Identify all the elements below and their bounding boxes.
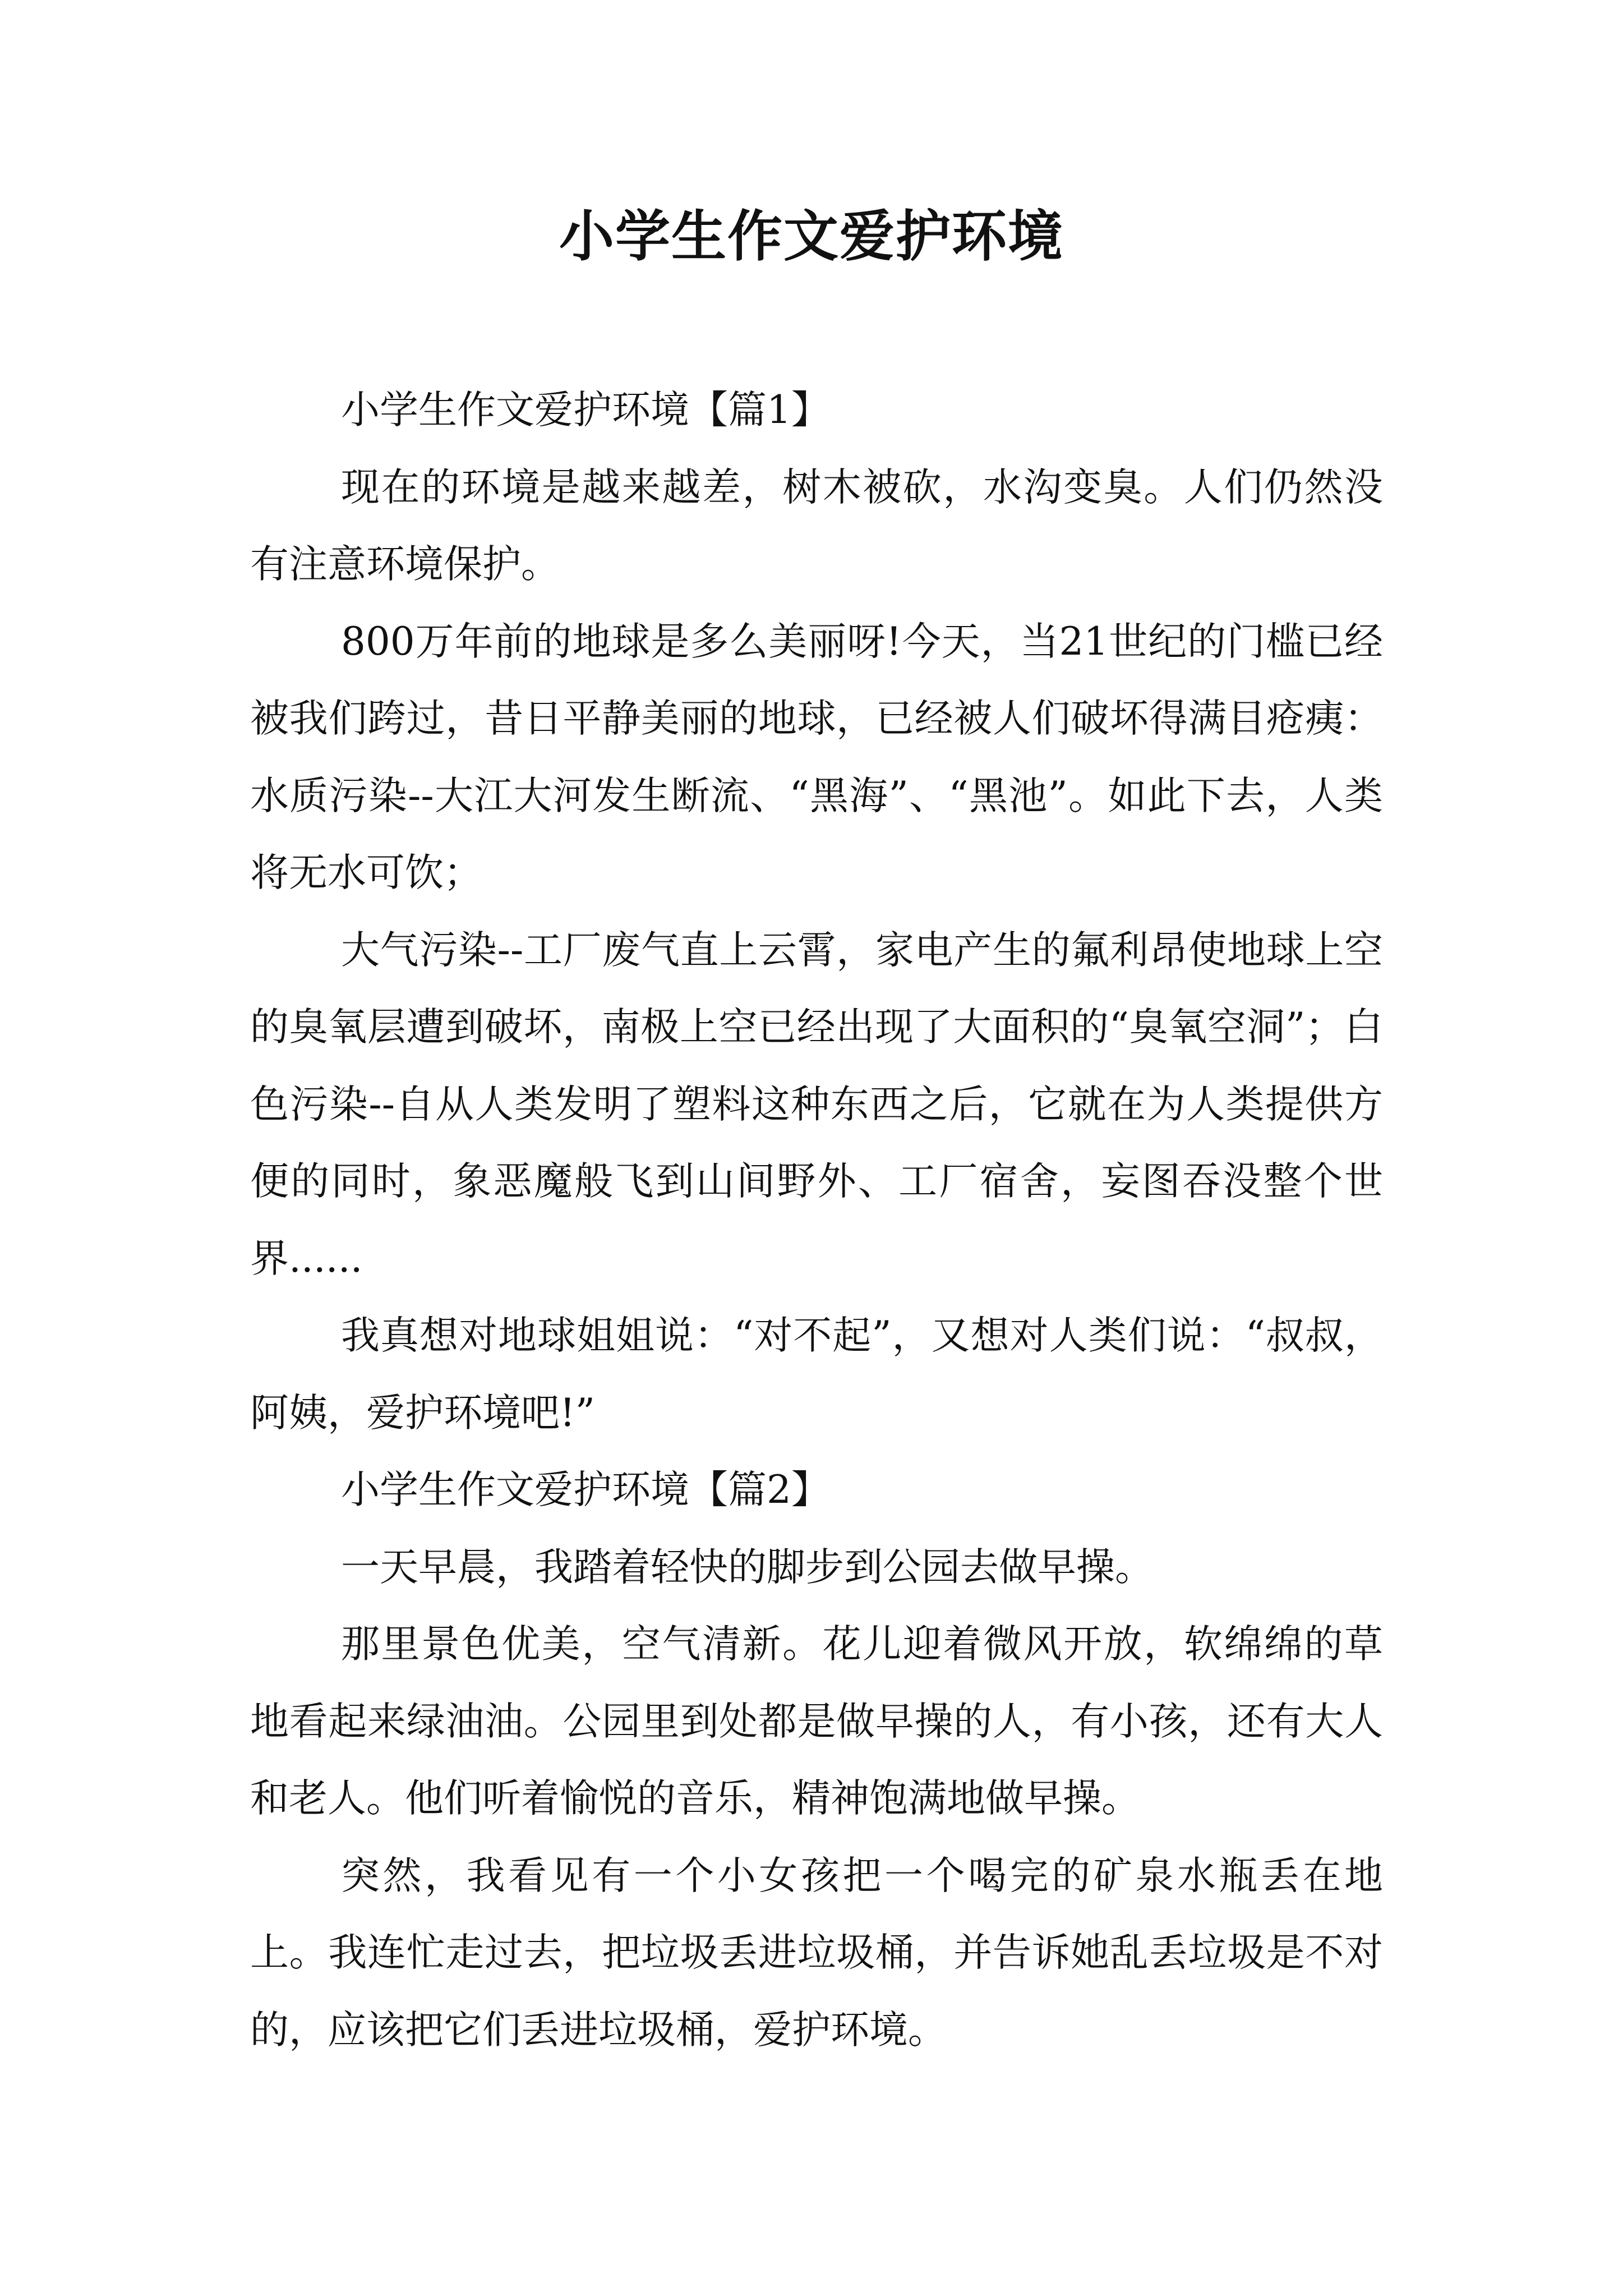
body-paragraph: 我真想对地球姐姐说：“对不起”，又想对人类们说：“叔叔，阿姨，爱护环境吧!” [250,1313,1383,1435]
document-body [250,372,1383,2069]
body-paragraph: 现在的环境是越来越差，树木被砍，水沟变臭。人们仍然没有注意环境保护。 [250,464,1383,587]
body-paragraph: 一天早晨，我踏着轻快的脚步到公园去做早操。 [341,1544,1154,1590]
body-paragraph: 突然，我看见有一个小女孩把一个喝完的矿泉水瓶丢在地上。我连忙走过去，把垃圾丢进垃圾桶，并告诉她乱丢垃圾是不对的，应该把它们丢进垃圾桶，爱护环境。 [250,1853,1383,2053]
body-paragraph: 800万年前的地球是多么美丽呀!今天，当21世纪的门槛已经被我们跨过，昔日平静美丽的地球，已经被人们破坏得满目疮痍：水质污染--大江大河发生断流、“黑海”、“黑池”。如此下去，人类将无水可饮； [250,619,1383,895]
section-heading: 小学生作文爱护环境【篇1】 [341,388,830,432]
document-title: 小学生作文爱护环境 [559,204,1064,269]
section-heading: 小学生作文爱护环境【篇2】 [341,1467,830,1512]
body-paragraph: 大气污染--工厂废气直上云霄，家电产生的氟利昂使地球上空的臭氧层遭到破坏，南极上空已经出现了大面积的“臭氧空洞”；白色污染--自从人类发明了塑料这种东西之后，它就在为人类提供方便的同时，象恶魔般飞到山间野外、工厂宿舍，妄图吞没整个世界...... [250,927,1383,1281]
body-paragraph: 那里景色优美，空气清新。花儿迎着微风开放，软绵绵的草地看起来绿油油。公园里到处都是做早操的人，有小孩，还有大人和老人。他们听着愉悦的音乐，精神饱满地做早操。 [250,1622,1383,1821]
